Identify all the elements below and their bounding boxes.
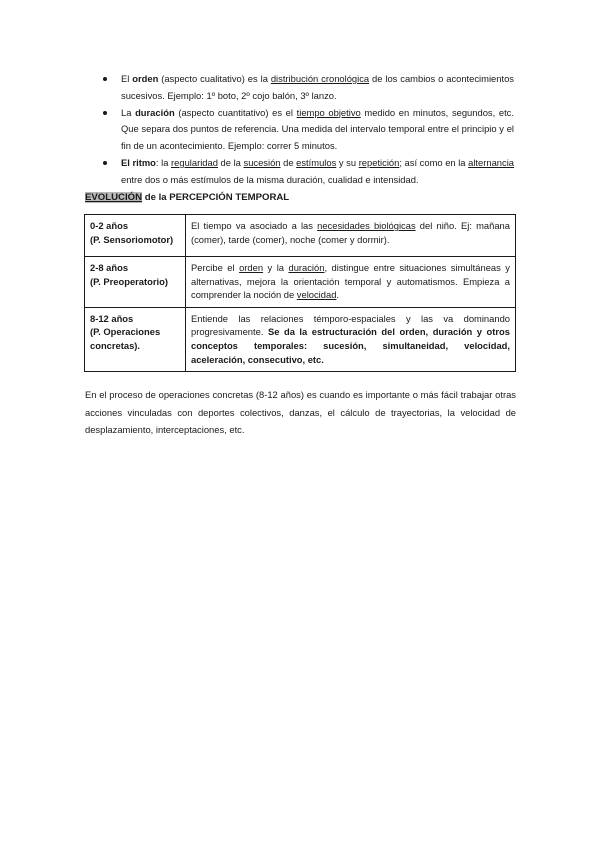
section-heading: EVOLUCIÓN de la PERCEPCIÓN TEMPORAL xyxy=(85,192,290,203)
description-cell: Entiende las relaciones témporo-espaciales y las va dominando progresivamente. Se da la estructuración del orden, duración y otros conceptos temporales: sucesión, simultaneidad, velocidad, aceleración, consecutivo, etc. xyxy=(186,307,516,371)
stage-cell: 0-2 años (P. Sensoriomotor) xyxy=(85,215,186,257)
stage-cell: 2-8 años (P. Preoperatorio) xyxy=(85,257,186,308)
bullet-item-ritmo: El ritmo: la regularidad de la sucesión de estímulos y su repetición; así como en la alternancia entre dos o más estímulos de la misma duración, cualidad e intensidad. xyxy=(103,155,514,189)
bullet-dot-icon xyxy=(103,111,107,115)
heading-highlight: EVOLUCIÓN xyxy=(85,192,143,203)
table-row xyxy=(85,257,516,308)
term-ritmo: El ritmo xyxy=(121,156,156,168)
table-row xyxy=(85,215,516,257)
table-row xyxy=(85,307,516,371)
bullet-list xyxy=(103,71,514,189)
bullet-item-duracion: La duración (aspecto cuantitativo) es el tiempo objetivo medido en minutos, segundos, etc. Que separa dos puntos de referencia. Una medida del intervalo temporal entre el principio y el fin de un acontecimiento. Ejemplo: correr 5 minutos. xyxy=(103,105,514,155)
underlined-term: tiempo objetivo xyxy=(296,106,361,118)
description-cell: Percibe el orden y la duración, distingue entre situaciones simultáneas y alternativas, mejora la orientación temporal y automatismos. Empieza a comprender la noción de velocidad. xyxy=(186,257,516,308)
term-duracion: duración xyxy=(135,106,175,118)
bullet-item-orden: El orden (aspecto cualitativo) es la distribución cronológica de los cambios o acontecimientos sucesivos. Ejemplo: 1º boto, 2º cojo balón, 3º lanzo. xyxy=(103,71,514,105)
underlined-term: distribución cronológica xyxy=(270,73,370,84)
bullet-dot-icon xyxy=(103,77,107,81)
bullet-dot-icon xyxy=(103,161,107,165)
evolution-table xyxy=(84,214,516,372)
term-orden: orden xyxy=(132,73,159,84)
closing-paragraph: En el proceso de operaciones concretas (8-12 años) es cuando es importante o más fácil trabajar otras acciones vinculadas con deportes colectivos, danzas, el cálculo de trayectorias, la velocidad de desplazamiento, interceptaciones, etc. xyxy=(85,389,516,436)
description-cell: El tiempo va asociado a las necesidades biológicas del niño. Ej: mañana (comer), tarde (comer), noche (comer y dormir). xyxy=(186,215,516,257)
stage-cell: 8-12 años (P. Operaciones concretas). xyxy=(85,307,186,371)
